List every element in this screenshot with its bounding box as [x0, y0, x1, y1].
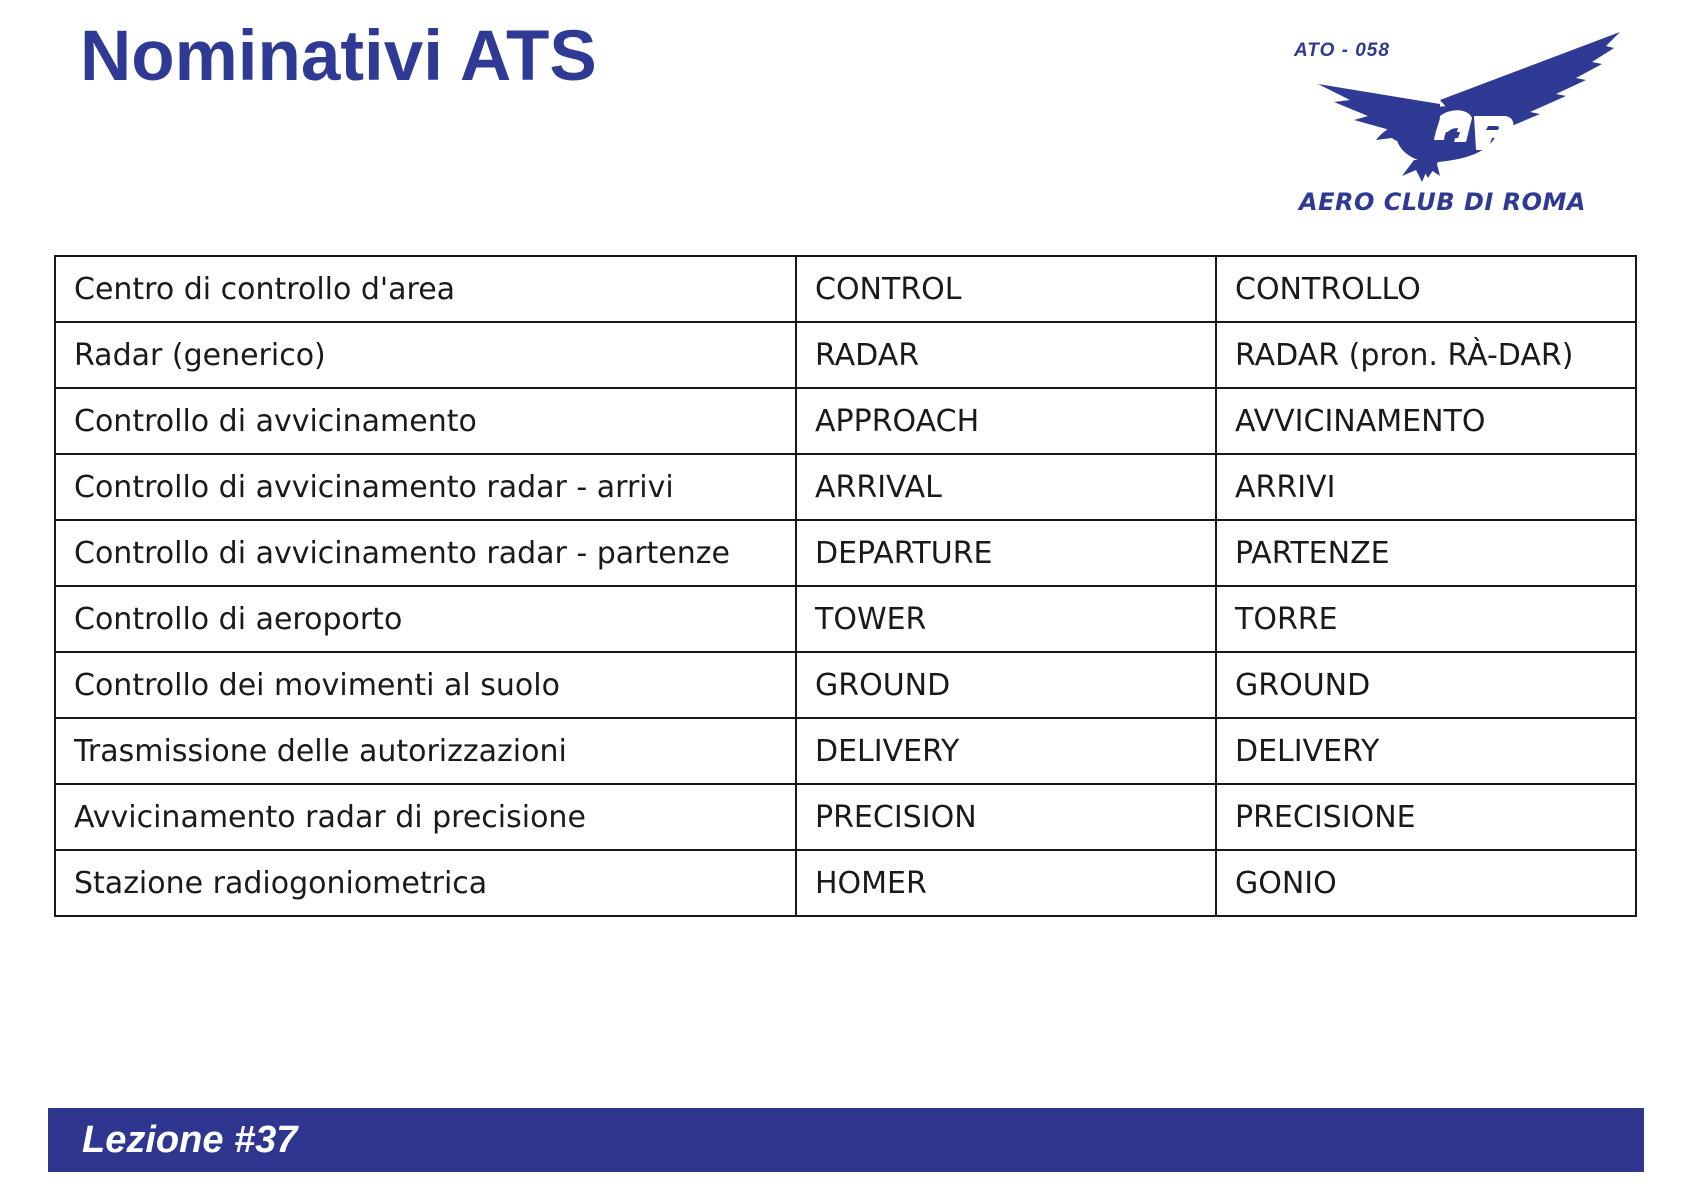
club-name: AERO CLUB DI ROMA: [1299, 188, 1586, 216]
page-title: Nominativi ATS: [80, 17, 597, 96]
table-row: [55, 586, 1636, 652]
italian-callsign-cell: DELIVERY: [1216, 718, 1636, 784]
lesson-label: Lezione #37: [82, 1119, 298, 1161]
service-cell: Stazione radiogoniometrica: [55, 850, 796, 916]
service-cell: Controllo di avvicinamento radar - arrivi: [55, 454, 796, 520]
english-callsign-cell: RADAR: [796, 322, 1216, 388]
service-cell: Radar (generico): [55, 322, 796, 388]
italian-callsign-cell: PARTENZE: [1216, 520, 1636, 586]
table-row: [55, 652, 1636, 718]
english-callsign-cell: ARRIVAL: [796, 454, 1216, 520]
table-row: [55, 718, 1636, 784]
english-callsign-cell: PRECISION: [796, 784, 1216, 850]
service-cell: Controllo di avvicinamento: [55, 388, 796, 454]
english-callsign-cell: APPROACH: [796, 388, 1216, 454]
italian-callsign-cell: CONTROLLO: [1216, 256, 1636, 322]
table-row: [55, 454, 1636, 520]
table-row: [55, 784, 1636, 850]
italian-callsign-cell: PRECISIONE: [1216, 784, 1636, 850]
table-row: [55, 520, 1636, 586]
italian-callsign-cell: AVVICINAMENTO: [1216, 388, 1636, 454]
aero-club-logo: [1290, 30, 1630, 225]
italian-callsign-cell: ARRIVI: [1216, 454, 1636, 520]
english-callsign-cell: HOMER: [796, 850, 1216, 916]
italian-callsign-cell: RADAR (pron. RÀ-DAR): [1216, 322, 1636, 388]
service-cell: Controllo di avvicinamento radar - partenze: [55, 520, 796, 586]
service-cell: Controllo di aeroporto: [55, 586, 796, 652]
table-row: [55, 322, 1636, 388]
italian-callsign-cell: TORRE: [1216, 586, 1636, 652]
service-cell: Avvicinamento radar di precisione: [55, 784, 796, 850]
italian-callsign-cell: GROUND: [1216, 652, 1636, 718]
footer-bar: [48, 1108, 1644, 1172]
service-cell: Trasmissione delle autorizzazioni: [55, 718, 796, 784]
service-cell: Controllo dei movimenti al suolo: [55, 652, 796, 718]
english-callsign-cell: GROUND: [796, 652, 1216, 718]
english-callsign-cell: DEPARTURE: [796, 520, 1216, 586]
english-callsign-cell: TOWER: [796, 586, 1216, 652]
english-callsign-cell: DELIVERY: [796, 718, 1216, 784]
english-callsign-cell: CONTROL: [796, 256, 1216, 322]
table-row: [55, 388, 1636, 454]
table-row: [55, 256, 1636, 322]
service-cell: Centro di controllo d'area: [55, 256, 796, 322]
table-row: [55, 850, 1636, 916]
ats-callsign-table: [54, 255, 1637, 917]
ato-code: ATO - 058: [1294, 40, 1390, 61]
italian-callsign-cell: GONIO: [1216, 850, 1636, 916]
